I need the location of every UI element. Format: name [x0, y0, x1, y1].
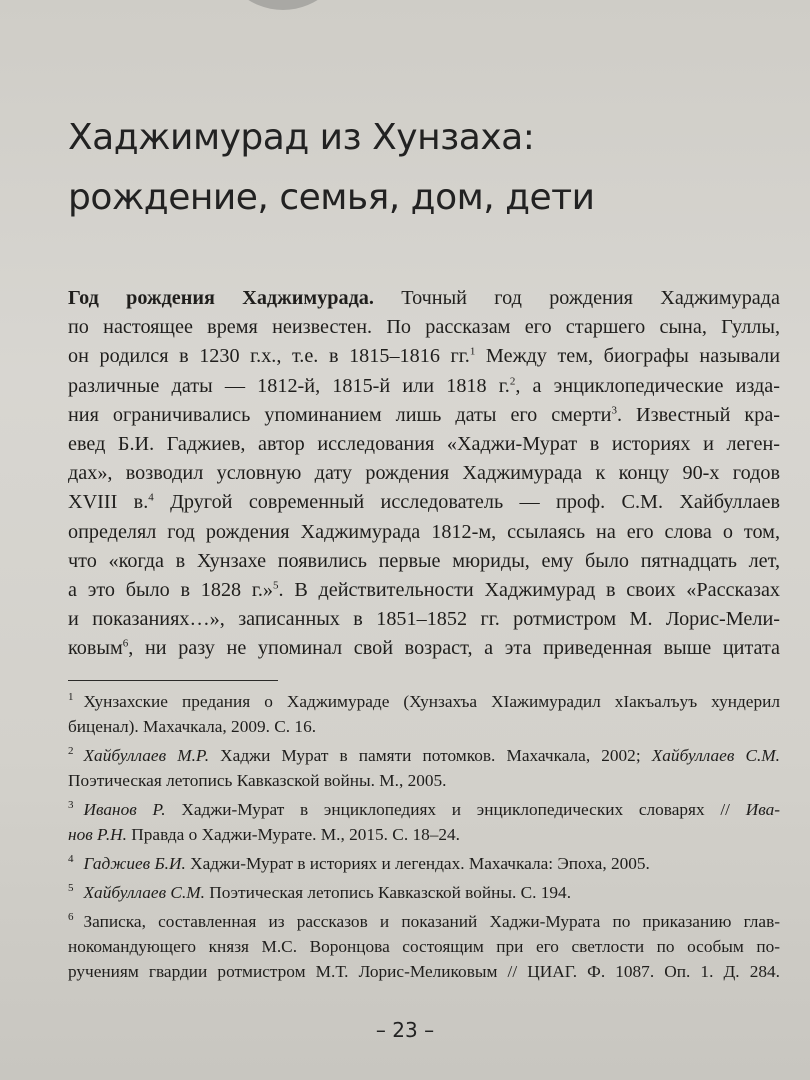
footnote-author: Хайбуллаев М.Р.: [83, 746, 210, 765]
footnote-line: ручениям гвардии ротмистром М.Т. Лорис-Меликовым // ЦИАГ. Ф. 1087. Оп. 1. Д. 284.: [68, 962, 780, 981]
body-text-segment: , а энциклопедические изда-: [515, 374, 780, 397]
footnote-text: Хунзахские предания о Хаджимураде (Хунзахъа XIажимурадил хIакъалъуъ хундерил: [83, 692, 780, 711]
footnote-ref: 4: [148, 491, 154, 504]
body-text-segment: Другой современный исследователь — проф. С.М. Хайбуллаев: [153, 491, 781, 514]
footnote-line: [68, 822, 780, 847]
footnote-2: [68, 743, 780, 793]
footnote-line: нокомандующего князя М.С. Воронцова состоящим при его светлости по особым по-: [68, 937, 780, 956]
footnote-ref: 3: [611, 404, 617, 417]
footnote-text: Хаджи-Мурат в энциклопедиях и энциклопедических словарях //: [165, 800, 746, 819]
footnote-ref: 5: [273, 579, 279, 592]
body-line-4: [68, 372, 780, 401]
footnote-text: Правда о Хаджи-Мурате. М., 2015. С. 18–24.: [126, 825, 460, 844]
footnote-line: [68, 851, 780, 876]
footnote-line: биценал). Махачкала, 2009. С. 16.: [68, 717, 317, 736]
footnote-text: Хаджи-Мурат в историях и легендах. Махачкала: Эпоха, 2005.: [185, 854, 650, 873]
footnote-line: [68, 880, 780, 905]
footnote-ref: 1: [469, 345, 476, 358]
footnote-number: 5: [68, 882, 74, 895]
body-line-1: [68, 284, 780, 313]
body-line-8: [68, 488, 780, 517]
paragraph-lead: Год рождения Хаджимурада.: [68, 287, 374, 309]
footnote-number: 2: [68, 745, 74, 758]
body-line-5: [68, 401, 780, 430]
footnote-number: 1: [68, 691, 74, 704]
body-text-segment: XVIII в.: [68, 491, 149, 514]
body-text-segment: ковым: [68, 637, 123, 660]
footnote-line: [68, 797, 780, 822]
body-text-segment: , ни разу не упоминал свой возраст, а эта приведенная выше цитата: [128, 637, 780, 660]
footnote-1: [68, 689, 780, 739]
body-paragraph: [68, 284, 780, 663]
body-text-segment: ния ограничивались упоминанием лишь даты его смерти: [68, 403, 612, 426]
footnote-number: 4: [68, 853, 74, 866]
body-line-10: что «когда в Хунзахе появились первые мюриды, ему было пятнадцать лет,: [68, 549, 780, 572]
footnote-4: [68, 851, 780, 876]
body-line-2: по настоящее время неизвестен. По рассказам его старшего сына, Гуллы,: [68, 316, 780, 339]
body-line-12: и показаниях…», записанных в 1851–1852 гг. ротмистром М. Лорис-Мели-: [68, 608, 780, 631]
footnote-author: Гаджиев Б.И.: [83, 854, 186, 873]
footnote-line: [68, 689, 780, 714]
chapter-title-line-1: Хаджимурад из Хунзаха:: [68, 117, 535, 158]
footnote-line: [68, 909, 780, 934]
footnote-text: Поэтическая летопись Кавказской войны. С. 194.: [204, 883, 572, 902]
body-line-7: дах», возводил условную дату рождения Хаджимурада к концу 90-х годов: [68, 462, 780, 485]
body-line-13: [68, 634, 780, 663]
chapter-title-line-2: рождение, семья, дом, дети: [68, 177, 595, 218]
body-line-11: [68, 576, 780, 605]
body-text-segment: . Известный кра-: [616, 403, 781, 426]
footnote-ref: 6: [122, 637, 129, 650]
body-text-segment: различные даты — 1812-й, 1815-й или 1818 г.: [68, 374, 510, 397]
footnote-divider: [68, 680, 278, 681]
chapter-ornament: [218, 0, 348, 10]
page-number: – 23 –: [375, 1018, 435, 1042]
footnote-number: 3: [68, 799, 74, 812]
footnote-ref: 2: [509, 374, 516, 387]
footnote-text: Хаджи Мурат в памяти потомков. Махачкала, 2002;: [209, 746, 652, 765]
footnote-author: нов Р.Н.: [68, 825, 127, 844]
footnote-6: [68, 909, 780, 984]
footnote-line: [68, 743, 780, 768]
body-text-segment: а это было в 1828 г.»: [68, 578, 274, 601]
footnote-author: Иванов Р.: [83, 800, 166, 819]
body-line-6: евед Б.И. Гаджиев, автор исследования «Хаджи-Мурат в историях и леген-: [68, 432, 780, 455]
footnote-author: Хайбуллаев С.М.: [83, 883, 205, 902]
footnote-text: Записка, составленная из рассказов и показаний Хаджи-Мурата по приказанию глав-: [83, 912, 780, 931]
chapter-title: [68, 108, 768, 228]
body-line-9: определял год рождения Хаджимурада 1812-м, ссылаясь на его слова о том,: [68, 520, 780, 543]
body-text-segment: Точный год рождения Хаджимурада: [373, 287, 780, 309]
footnote-3: [68, 797, 780, 847]
body-text-segment: . В действительности Хаджимурад в своих «Рассказах: [278, 578, 781, 601]
footnotes: [68, 689, 780, 988]
body-text-segment: Между тем, биографы называли: [475, 345, 780, 368]
footnote-line: Поэтическая летопись Кавказской войны. М., 2005.: [68, 771, 447, 790]
body-line-3: [68, 342, 780, 371]
footnote-author: Ива-: [745, 800, 780, 819]
body-text-segment: он родился в 1230 г.х., т.е. в 1815–1816 гг.: [68, 345, 470, 368]
footnote-5: [68, 880, 780, 905]
footnote-author: Хайбуллаев С.М.: [651, 746, 781, 765]
footnote-number: 6: [68, 911, 74, 924]
